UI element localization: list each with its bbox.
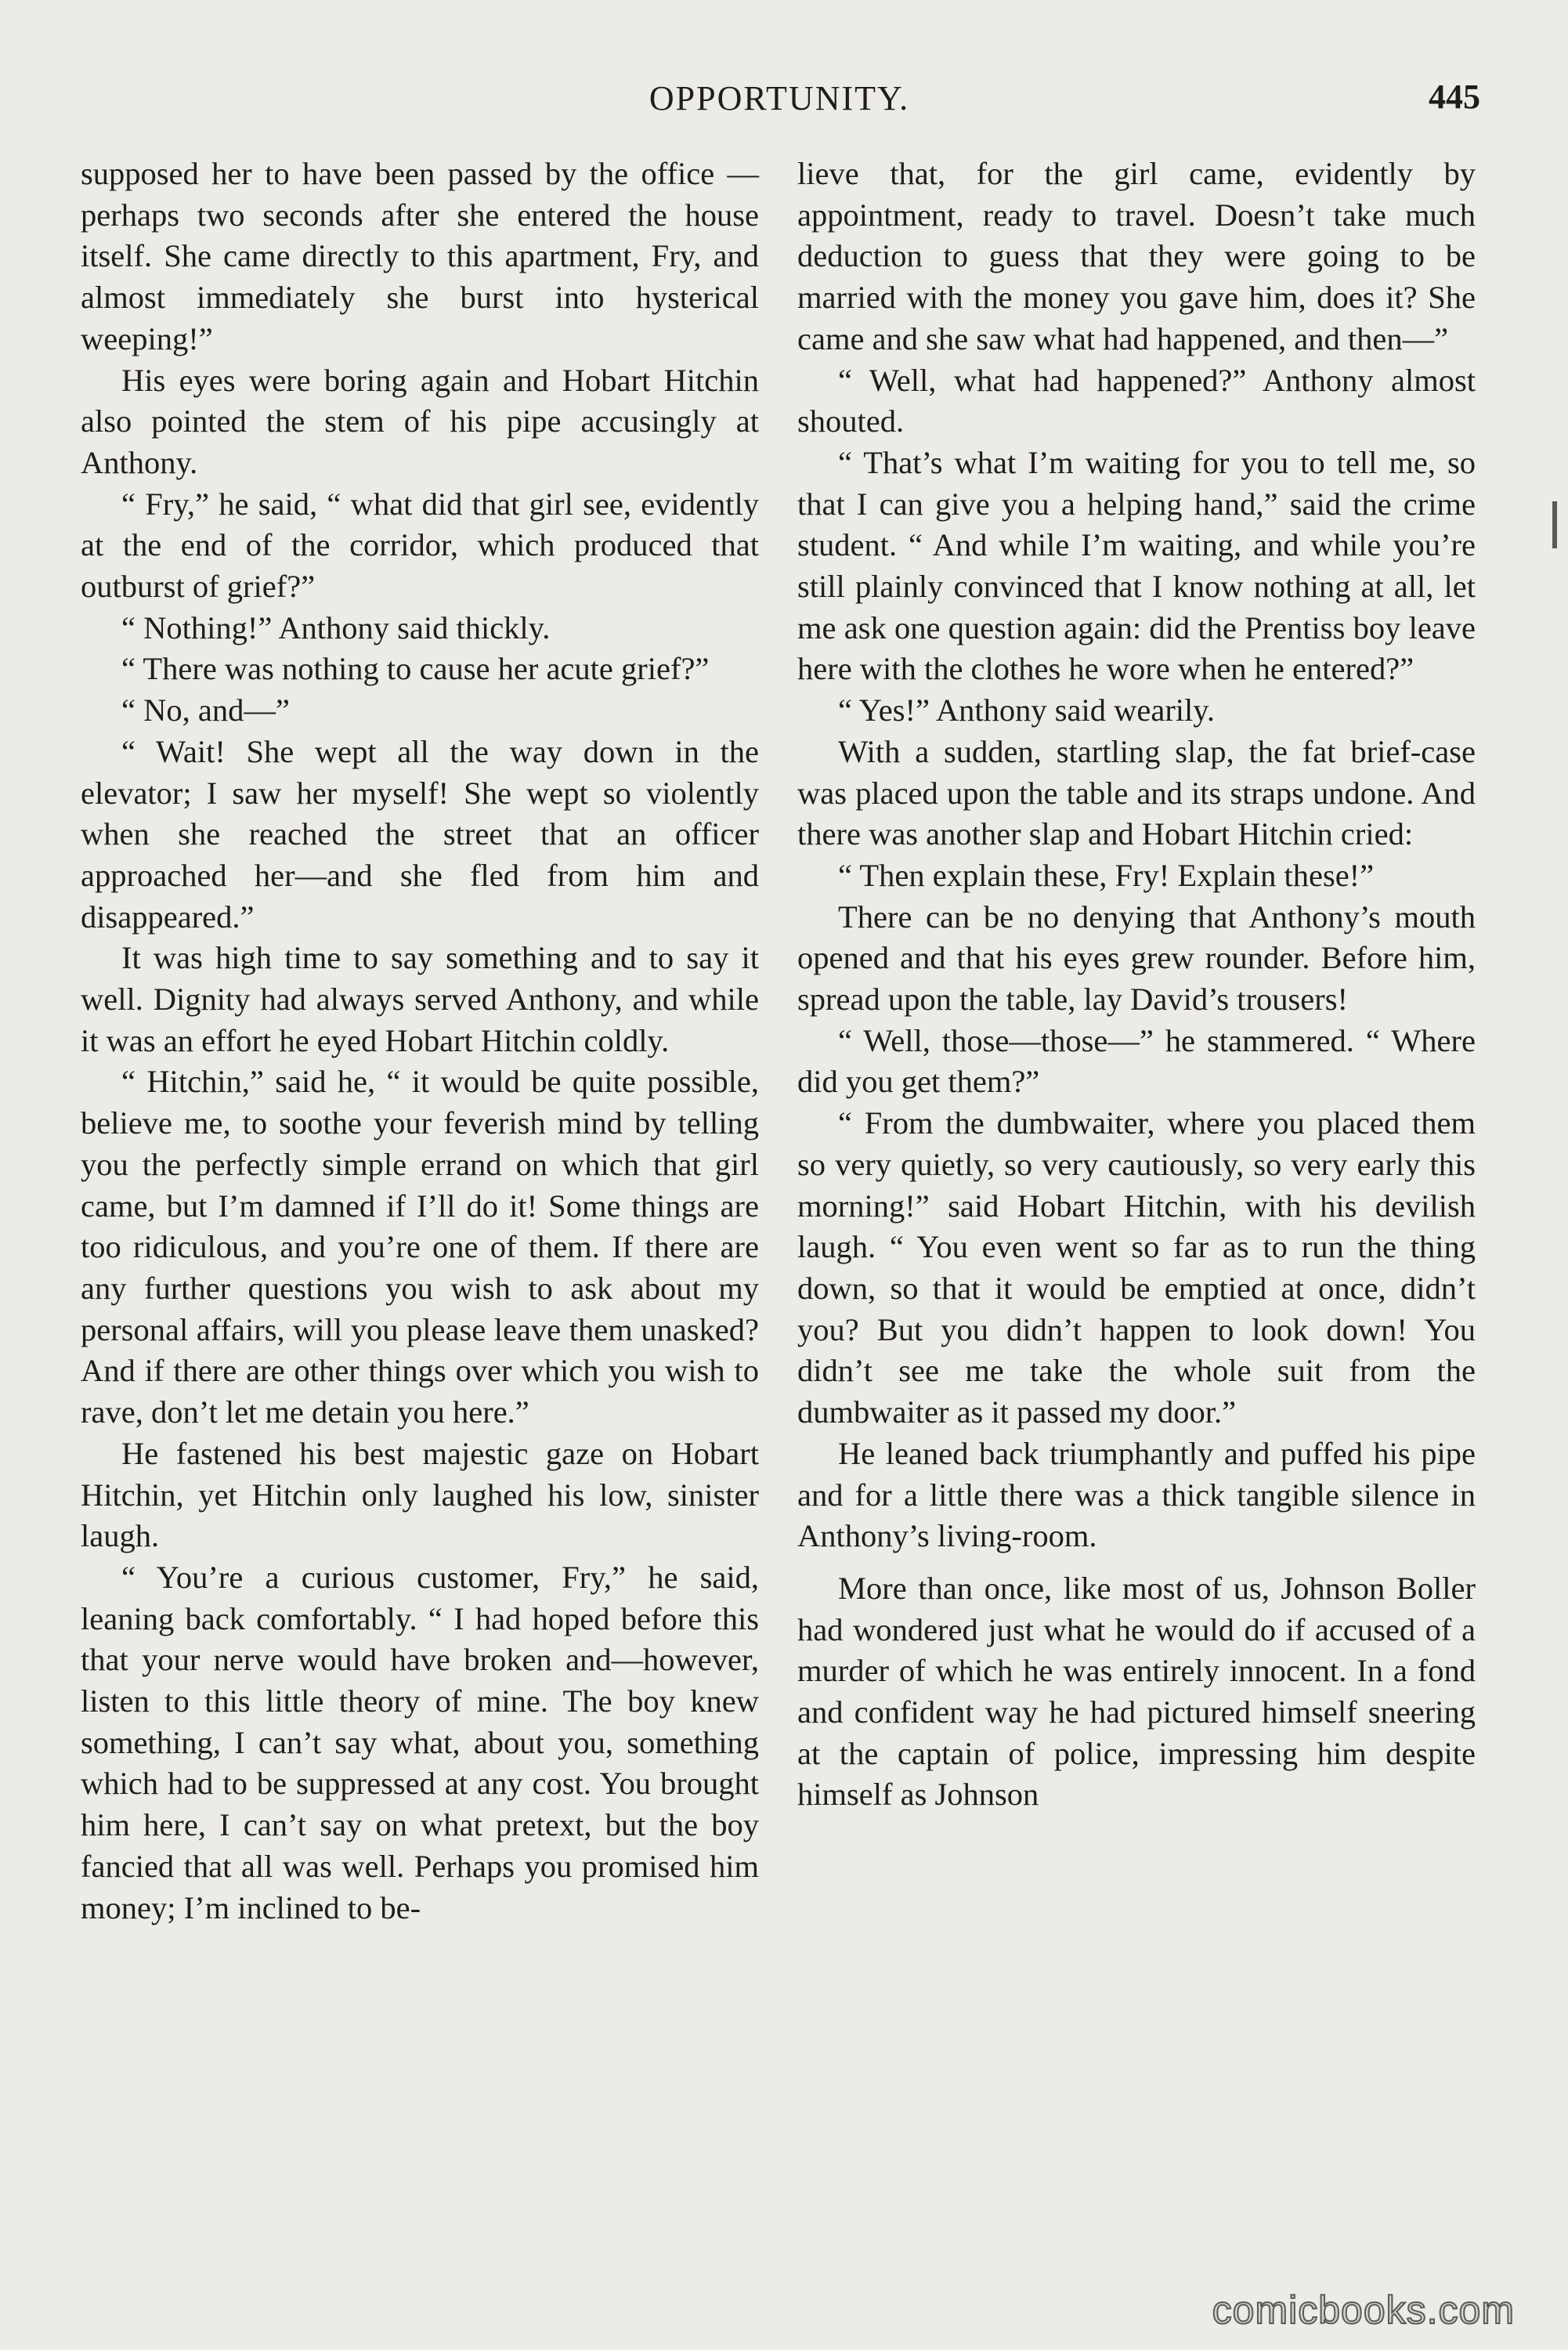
page-edge-mark (1552, 501, 1557, 548)
paragraph: “ Nothing!” Anthony said thickly. (121, 609, 551, 645)
running-title: OPPORTUNITY. (649, 79, 910, 118)
paragraph: It was high time to say something and to say it well. Dignity had always served Anthony, and while it was an effort he eyed Hobart Hitchin coldly. (81, 940, 759, 1058)
paragraph: “ That’s what I’m waiting for you to tell me, so that I can give you a helping hand,” said the crime student. “ And while I’m waiting, and while you’re still plainly convinced that I know nothing at all, let me ask one question again: did the Prentiss boy leave here with the clothes he wore when he entered?” (797, 444, 1476, 687)
paragraph: He leaned back triumphantly and puffed his pipe and for a little there was a thick tangible silence in Anthony’s living-room. (797, 1435, 1476, 1554)
paragraph: supposed her to have been passed by the office — perhaps two seconds after she entered the house itself. She came directly to this apartment, Fry, and almost immediately she burst into hysterical weeping!” (81, 156, 759, 356)
watermark: comicbooks.com (1212, 2288, 1515, 2332)
paragraph: “ Yes!” Anthony said wearily. (838, 692, 1216, 728)
paragraph: “ Then explain these, Fry! Explain these!” (838, 857, 1375, 893)
paragraph: “ Fry,” he said, “ what did that girl see, evidently at the end of the corridor, which produced that outburst of grief?” (81, 486, 759, 605)
paragraph: “ Hitchin,” said he, “ it would be quite possible, believe me, to soothe your feverish mind by telling you the perfectly simple errand on which that girl came, but I’m damned if I’ll do it! Some things are too ridiculous, and you’re one of them. If there are any further questions you wish to ask about my personal affairs, will you please leave them unasked? And if there are other things over which you wish to rave, don’t let me detain you here.” (81, 1064, 759, 1430)
page-number: 445 (1429, 78, 1480, 116)
paragraph: “ Well, what had happened?” Anthony almost shouted. (797, 362, 1476, 439)
running-head (78, 72, 1480, 127)
paragraph: “ There was nothing to cause her acute grief?” (121, 651, 710, 687)
left-column (81, 154, 759, 1929)
paragraph: “ You’re a curious customer, Fry,” he said, leaning back comfortably. “ I had hoped before this that your nerve would have broken and—however, listen to this little theory of mine. The boy knew something, I can’t say what, about you, something which had to be suppressed at any cost. You brought him here, I can’t say on what pretext, but the boy fancied that all was well. Perhaps you promised him money; I’m inclined to be- (81, 1559, 759, 1925)
paragraph: “ Well, those—those—” he stammered. “ Where did you get them?” (797, 1022, 1476, 1100)
paragraph: With a sudden, startling slap, the fat brief-case was placed upon the table and its straps undone. And there was another slap and Hobart Hitchin cried: (797, 733, 1476, 852)
right-column (797, 154, 1476, 1816)
paragraph: lieve that, for the girl came, evidently by appointment, ready to travel. Doesn’t take much deduction to guess that they were going to be married with the money you gave him, does it? She came and she saw what had happened, and then—” (797, 156, 1476, 356)
paragraph: There can be no denying that Anthony’s mouth opened and that his eyes grew rounder. Before him, spread upon the table, lay David’s trousers! (797, 898, 1476, 1018)
paragraph: “ No, and—” (121, 692, 290, 728)
paragraph: “ From the dumbwaiter, where you placed them so very quietly, so very cautiously, so very early this morning!” said Hobart Hitchin, with his devilish laugh. “ You even went so far as to run the thing down, so that it would be emptied at once, didn’t you? But you didn’t happen to look down! You didn’t see me take the whole suit from the dumbwaiter as it passed my door.” (797, 1105, 1476, 1430)
paragraph: He fastened his best majestic gaze on Hobart Hitchin, yet Hitchin only laughed his low, sinister laugh. (81, 1435, 759, 1554)
paragraph: “ Wait! She wept all the way down in the elevator; I saw her myself! She wept so violently when she reached the street that an officer approached her—and she fled from him and disappeared.” (81, 733, 759, 935)
paragraph: His eyes were boring again and Hobart Hitchin also pointed the stem of his pipe accusingly at Anthony. (81, 362, 759, 480)
paragraph: More than once, like most of us, Johnson Boller had wondered just what he would do if accused of a murder of which he was entirely innocent. In a fond and confident way he had pictured himself sneering at the captain of police, impressing him despite himself as Johnson (797, 1570, 1476, 1813)
